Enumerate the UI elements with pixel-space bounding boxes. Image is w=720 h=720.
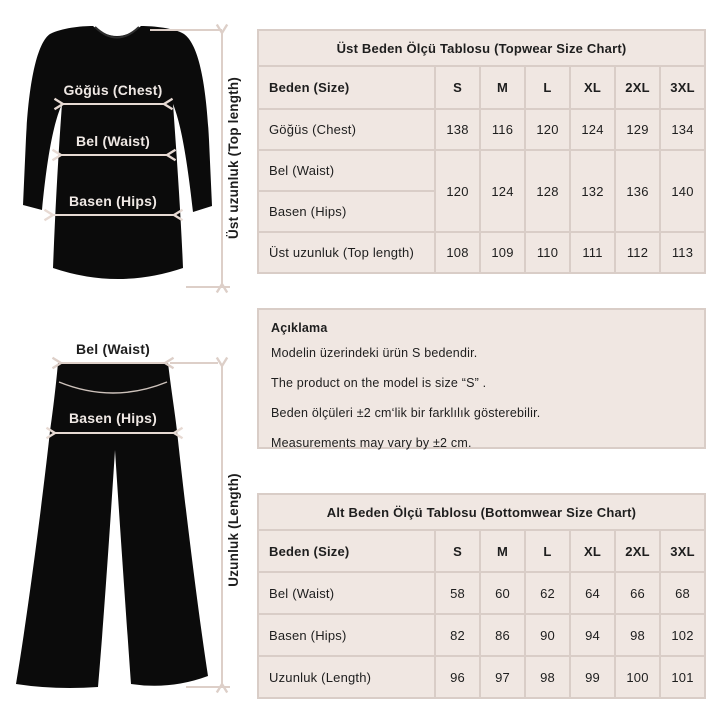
- table-row: [258, 232, 705, 273]
- table-row: [258, 66, 705, 109]
- size-header-cell: 3XL: [660, 530, 705, 572]
- size-header-cell: L: [525, 66, 570, 109]
- size-value-cell: 140: [660, 150, 705, 232]
- size-header-label: Beden (Size): [258, 530, 435, 572]
- size-header-cell: XL: [570, 66, 615, 109]
- size-value-cell: 101: [660, 656, 705, 698]
- note-line: The product on the model is size “S” .: [271, 376, 487, 390]
- table-title: Alt Beden Ölçü Tablosu (Bottomwear Size Chart): [258, 494, 705, 530]
- size-value-cell: 96: [435, 656, 480, 698]
- size-value-cell: 120: [525, 109, 570, 150]
- tunic-illustration: [23, 26, 212, 279]
- size-value-cell: 124: [570, 109, 615, 150]
- size-header-cell: M: [480, 530, 525, 572]
- size-value-cell: 124: [480, 150, 525, 232]
- row-label: Basen (Hips): [258, 614, 435, 656]
- bottomwear-diagram: [0, 338, 250, 716]
- size-value-cell: 64: [570, 572, 615, 614]
- table-title: Üst Beden Ölçü Tablosu (Topwear Size Chart): [258, 30, 705, 66]
- size-value-cell: 94: [570, 614, 615, 656]
- size-value-cell: 97: [480, 656, 525, 698]
- note-line: Measurements may vary by ±2 cm.: [271, 436, 472, 450]
- table-row: [258, 30, 705, 66]
- size-value-cell: 100: [615, 656, 660, 698]
- table-row: [258, 150, 705, 191]
- size-value-cell: 136: [615, 150, 660, 232]
- size-header-cell: XL: [570, 530, 615, 572]
- size-value-cell: 98: [615, 614, 660, 656]
- size-value-cell: 90: [525, 614, 570, 656]
- size-header-cell: L: [525, 530, 570, 572]
- bottomwear-size-table: [257, 493, 706, 699]
- size-header-cell: S: [435, 66, 480, 109]
- hips-label: Basen (Hips): [69, 193, 157, 209]
- size-value-cell: 108: [435, 232, 480, 273]
- size-value-cell: 60: [480, 572, 525, 614]
- top-length-label: Üst uzunluk (Top length): [226, 76, 241, 240]
- size-header-cell: 2XL: [615, 530, 660, 572]
- size-value-cell: 62: [525, 572, 570, 614]
- pants-hips-label: Basen (Hips): [69, 410, 157, 426]
- table-row: [258, 656, 705, 698]
- topwear-diagram: [0, 18, 250, 298]
- row-label: Göğüs (Chest): [258, 109, 435, 150]
- size-header-cell: 2XL: [615, 66, 660, 109]
- size-value-cell: 98: [525, 656, 570, 698]
- size-value-cell: 129: [615, 109, 660, 150]
- row-label: Uzunluk (Length): [258, 656, 435, 698]
- size-value-cell: 112: [615, 232, 660, 273]
- size-value-cell: 134: [660, 109, 705, 150]
- size-value-cell: 138: [435, 109, 480, 150]
- size-value-cell: 110: [525, 232, 570, 273]
- size-header-cell: S: [435, 530, 480, 572]
- row-label: Basen (Hips): [258, 191, 435, 232]
- size-value-cell: 66: [615, 572, 660, 614]
- size-value-cell: 111: [570, 232, 615, 273]
- size-value-cell: 120: [435, 150, 480, 232]
- table-row: [258, 109, 705, 150]
- table-row: [258, 530, 705, 572]
- size-value-cell: 113: [660, 232, 705, 273]
- row-label: Bel (Waist): [258, 572, 435, 614]
- chest-label: Göğüs (Chest): [63, 82, 163, 98]
- pants-waist-label: Bel (Waist): [75, 341, 151, 357]
- size-value-cell: 86: [480, 614, 525, 656]
- size-header-cell: 3XL: [660, 66, 705, 109]
- notes-box: [257, 308, 706, 449]
- note-line: Modelin üzerindeki ürün S bedendir.: [271, 346, 478, 360]
- size-value-cell: 102: [660, 614, 705, 656]
- size-header-label: Beden (Size): [258, 66, 435, 109]
- topwear-size-table: [257, 29, 706, 274]
- notes-title: Açıklama: [271, 321, 328, 335]
- size-value-cell: 109: [480, 232, 525, 273]
- pants-length-label: Uzunluk (Length): [226, 473, 241, 587]
- row-label: Üst uzunluk (Top length): [258, 232, 435, 273]
- row-label: Bel (Waist): [258, 150, 435, 191]
- size-value-cell: 82: [435, 614, 480, 656]
- size-header-cell: M: [480, 66, 525, 109]
- size-value-cell: 116: [480, 109, 525, 150]
- size-value-cell: 128: [525, 150, 570, 232]
- note-line: Beden ölçüleri ±2 cm‘lik bir farklılık gösterebilir.: [271, 406, 541, 420]
- size-value-cell: 99: [570, 656, 615, 698]
- waist-label: Bel (Waist): [75, 133, 151, 149]
- size-value-cell: 58: [435, 572, 480, 614]
- size-value-cell: 132: [570, 150, 615, 232]
- table-row: [258, 572, 705, 614]
- table-row: [258, 614, 705, 656]
- size-value-cell: 68: [660, 572, 705, 614]
- table-row: [258, 494, 705, 530]
